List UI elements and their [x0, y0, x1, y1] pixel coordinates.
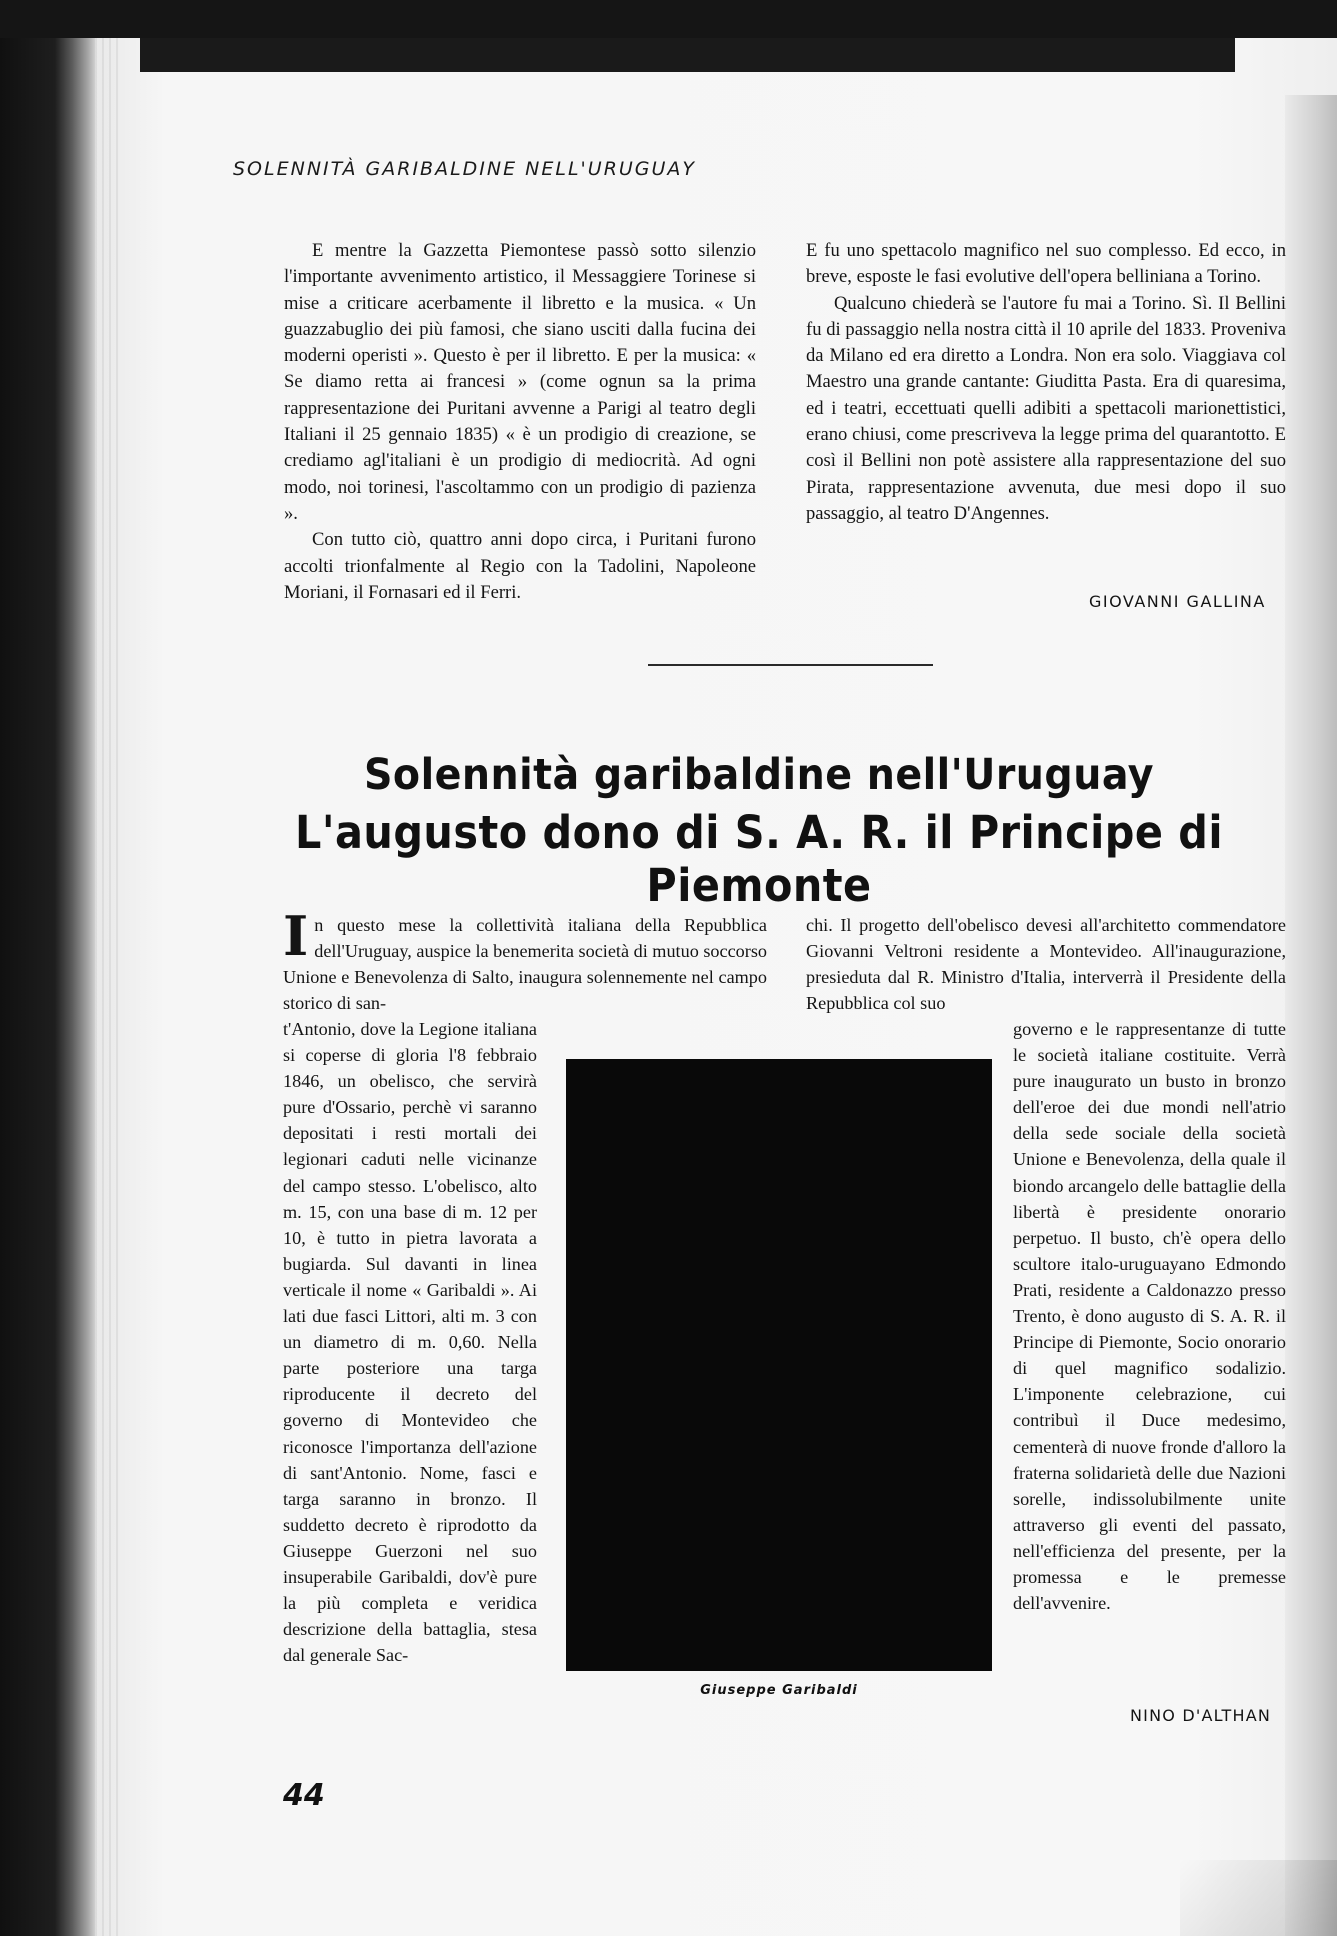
article2-text: chi. Il progetto dell'obelisco devesi all'architetto commendatore Giovanni Veltroni residente a Montevideo. All'inaugurazione, presieduta dal R. Ministro d'Italia, interverrà il Presidente della Repubblica col suo [806, 915, 1286, 1014]
page-top-edge [140, 38, 1235, 72]
article1-paragraph: E fu uno spettacolo magnifico nel suo complesso. Ed ecco, in breve, esposte le fasi evolutive dell'opera belliniana a Torino. [806, 240, 1286, 288]
article1-paragraph: Qualcuno chiederà se l'autore fu mai a Torino. Sì. Il Bellini fu di passaggio nella nostra città il 10 aprile del 1833. Proveniva da Milano ed era diretto a Londra. Non era solo. Viaggiava col Maestro una grande cantante: Giuditta Pasta. Era di quaresima, ed i teatri, eccettuati quelli adibiti a spettacoli marionettistici, erano chiusi, come prescriveva la legge prima del quarantotto. E così il Bellini non potè assistere alla rappresentazione del suo Pirata, rappresentazione avvenuta, due mesi dopo il suo passaggio, al teatro D'Angennes. [806, 292, 1286, 524]
article1-column-right [806, 238, 1286, 527]
article2-lead-right [806, 912, 1286, 1016]
article2-author: NINO D'ALTHAN [1130, 1706, 1272, 1725]
drop-cap: I [283, 904, 309, 968]
page-right-edge [1285, 95, 1337, 1936]
article1-paragraph: E mentre la Gazzetta Piemontese passò sotto silenzio l'importante avvenimento artistico, il Messaggiere Torinese si mise a criticare acerbamente il libretto e la musica. « Un guazzabuglio dei più famosi, che siano usciti dalla fucina dei moderni operisti ». Questo è per il libretto. E per la musica: « Se diamo retta ai francesi » (come ognun sa la prima rappresentazione dei Puritani avvenne a Parigi al teatro degli Italiani il 25 gennaio 1835) « è un prodigio di creazione, se crediamo agl'italiani è un prodigio di mediocrità. Ad ogni modo, noi torinesi, l'ascoltammo con un prodigio di pazienza ». [284, 240, 756, 524]
article1-column-left [284, 238, 756, 606]
scan-binding-shadow [0, 0, 95, 1936]
photo-caption: Giuseppe Garibaldi [700, 1683, 858, 1698]
article1-author: GIOVANNI GALLINA [1089, 592, 1266, 611]
article2-column-left [283, 1016, 537, 1668]
page-number: 44 [283, 1778, 325, 1813]
scan-top-border [0, 0, 1337, 38]
running-head: SOLENNITÀ GARIBALDINE NELL'URUGUAY [233, 158, 697, 180]
article2-column-right [1013, 1016, 1286, 1616]
page-corner-shadow [1180, 1860, 1337, 1936]
article2-text: governo e le rappresentanze di tutte le società italiane costituite. Verrà pure inaugurato un busto in bronzo dell'eroe dei due mondi nell'atrio della sede sociale della società Unione e Benevolenza, della quale il biondo arcangelo delle battaglie della libertà è presidente onorario perpetuo. Il busto, ch'è opera dello scultore italo-uruguayano Edmondo Prati, residente a Caldonazzo presso Trento, è dono augusto di S. A. R. il Principe di Piemonte, Socio onorario di quel magnifico sodalizio. L'imponente celebrazione, cui contribuì il Duce medesimo, cementerà di nuove fronde d'alloro la fraterna solidarietà delle due Nazioni sorelle, indissolubilmente unite attraverso gli eventi del passato, nell'efficienza del presente, per la promessa e le premesse dell'avvenire. [1013, 1019, 1286, 1614]
article2-lead-left [283, 904, 767, 1016]
article2-text: n questo mese la collettività italiana della Repubblica dell'Uruguay, auspice la benemerita società di mutuo soccorso Unione e Benevolenza di Salto, inaugura solennemente nel campo storico di san- [283, 915, 767, 1014]
article2-text: t'Antonio, dove la Legione italiana si coperse di gloria l'8 febbraio 1846, un obelisco, che servirà pure d'Ossario, perchè vi saranno depositati i resti mortali dei legionari caduti nelle vicinanze del campo stesso. L'obelisco, alto m. 15, con una base di m. 12 per 10, è tutto in pietra lavorata a bugiarda. Sul davanti in linea verticale il nome « Garibaldi ». Ai lati due fasci Littori, alti m. 3 con un diametro di m. 0,60. Nella parte posteriore una targa riproducente il decreto del governo di Montevideo che riconosce l'importanza dell'azione di sant'Antonio. Nome, fasci e targa saranno in bronzo. Il suddetto decreto è riprodotto da Giuseppe Guerzoni nel suo insuperabile Garibaldi, dov'è pure la più completa e veridica descrizione della battaglia, stesa dal generale Sac- [283, 1019, 537, 1666]
article2-subheadline: L'augusto dono di S. A. R. il Principe di Piemonte [295, 806, 1223, 912]
article1-paragraph: Con tutto ciò, quattro anni dopo circa, i Puritani furono accolti trionfalmente al Regio con la Tadolini, Napoleone Moriani, il Fornasari ed il Ferri. [284, 529, 756, 603]
page-spine-texture [95, 38, 123, 1936]
article2-headline: Solennità garibaldine nell'Uruguay [363, 750, 1155, 800]
section-divider [648, 664, 933, 666]
garibaldi-photo [566, 1059, 992, 1671]
